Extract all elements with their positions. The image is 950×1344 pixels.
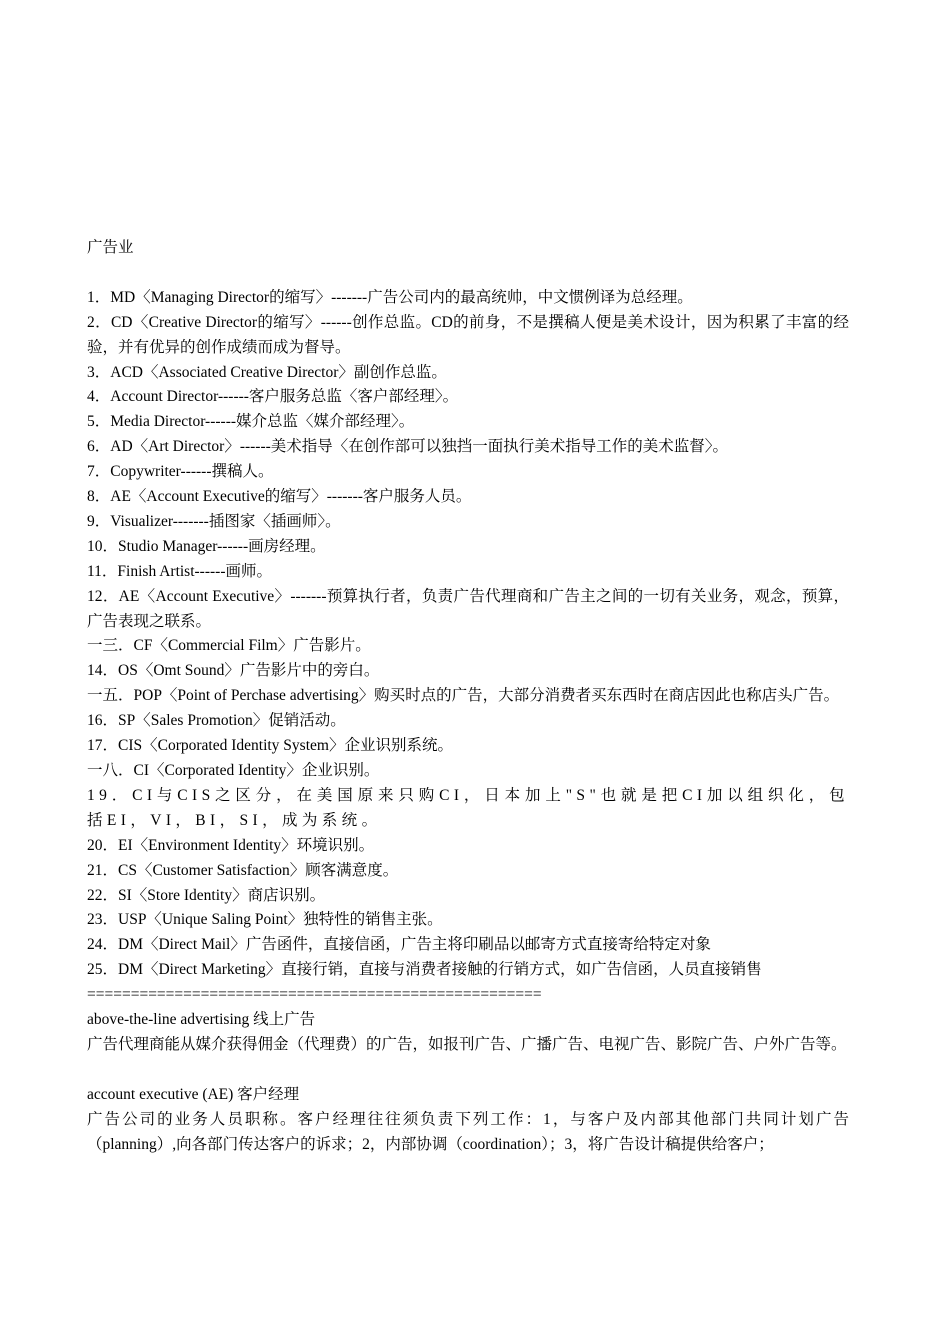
separator-line: ==================================================== xyxy=(87,986,542,1004)
blank-line xyxy=(87,1058,849,1083)
document-title: 广告业 xyxy=(87,239,134,256)
list-item: 24．DM〈Direct Mail〉广告函件，直接信函，广告主将印刷品以邮寄方式直接寄给特定对象 xyxy=(87,936,711,954)
list-item: 2．CD〈Creative Director的缩写〉------创作总监。CD的前身，不是撰稿人便是美术设计，因为积累了丰富的经验，并有优异的创作成绩而成为督导。 xyxy=(87,313,849,356)
glossary-term: above-the-line advertising 线上广告 xyxy=(87,1011,316,1029)
list-item: 23．USP〈Unique Saling Point〉独特性的销售主张。 xyxy=(87,911,443,929)
glossary-definition: 广告公司的业务人员职称。客户经理往往须负责下列工作：1，与客户及内部其他部门共同计划广告（planning）,向各部门传达客户的诉求；2，内部协调（coordination）；3，将广告设计稿提供给客户； xyxy=(87,1110,849,1153)
list-item: 12．AE〈Account Executive〉-------预算执行者，负责广告代理商和广告主之间的一切有关业务，观念，预算，广告表现之联系。 xyxy=(87,587,849,630)
glossary-term: account executive (AE) 客户经理 xyxy=(87,1085,300,1103)
list-item: 4．Account Director------客户服务总监〈客户部经理〉。 xyxy=(87,388,459,406)
list-item: 6．AD〈Art Director〉------美术指导〈在创作部可以独挡一面执行美术指导工作的美术监督〉。 xyxy=(87,438,729,456)
document-page xyxy=(87,236,849,1158)
list-item: 一八．CI〈Corporated Identity〉企业识别。 xyxy=(87,762,380,780)
list-item: 17．CIS〈Corporated Identity System〉企业识别系统。 xyxy=(87,737,453,755)
list-item: 11．Finish Artist------画师。 xyxy=(87,562,272,580)
list-item: 一五．POP〈Point of Perchase advertising〉购买时点的广告，大部分消费者买东西时在商店因此也称店头广告。 xyxy=(87,687,840,705)
list-item: 8．AE〈Account Executive的缩写〉-------客户服务人员。 xyxy=(87,488,472,506)
list-item: 9．Visualizer-------插图家〈插画师〉。 xyxy=(87,512,341,530)
list-item: 3．ACD〈Associated Creative Director〉副创作总监。 xyxy=(87,363,447,381)
list-item: 21．CS〈Customer Satisfaction〉顾客满意度。 xyxy=(87,861,399,879)
list-item: 16．SP〈Sales Promotion〉促销活动。 xyxy=(87,712,346,730)
list-item: 10．Studio Manager------画房经理。 xyxy=(87,537,326,555)
list-item: 25．DM〈Direct Marketing〉直接行销，直接与消费者接触的行销方式，如广告信函，人员直接销售 xyxy=(87,961,762,979)
list-item: 22．SI〈Store Identity〉商店识别。 xyxy=(87,886,326,904)
list-item: 19．CI与CIS之区分，在美国原来只购CI，日本加上"S"也就是把CI加以组织化，包括EI，VI，BI，SI，成为系统。 xyxy=(87,786,849,829)
list-item: 20．EI〈Environment Identity〉环境识别。 xyxy=(87,836,375,854)
list-item: 14．OS〈Omt Sound〉广告影片中的旁白。 xyxy=(87,662,380,680)
list-item: 7．Copywriter------撰稿人。 xyxy=(87,463,274,481)
list-item: 1．MD〈Managing Director的缩写〉-------广告公司内的最高统帅，中文惯例译为总经理。 xyxy=(87,288,693,306)
blank-line xyxy=(87,261,849,286)
list-item: 一三．CF〈Commercial Film〉广告影片。 xyxy=(87,637,371,655)
list-item: 5．Media Director------媒介总监〈媒介部经理〉。 xyxy=(87,413,415,431)
glossary-definition: 广告代理商能从媒介获得佣金（代理费）的广告，如报刊广告、广播广告、电视广告、影院广告、户外广告等。 xyxy=(87,1035,847,1053)
